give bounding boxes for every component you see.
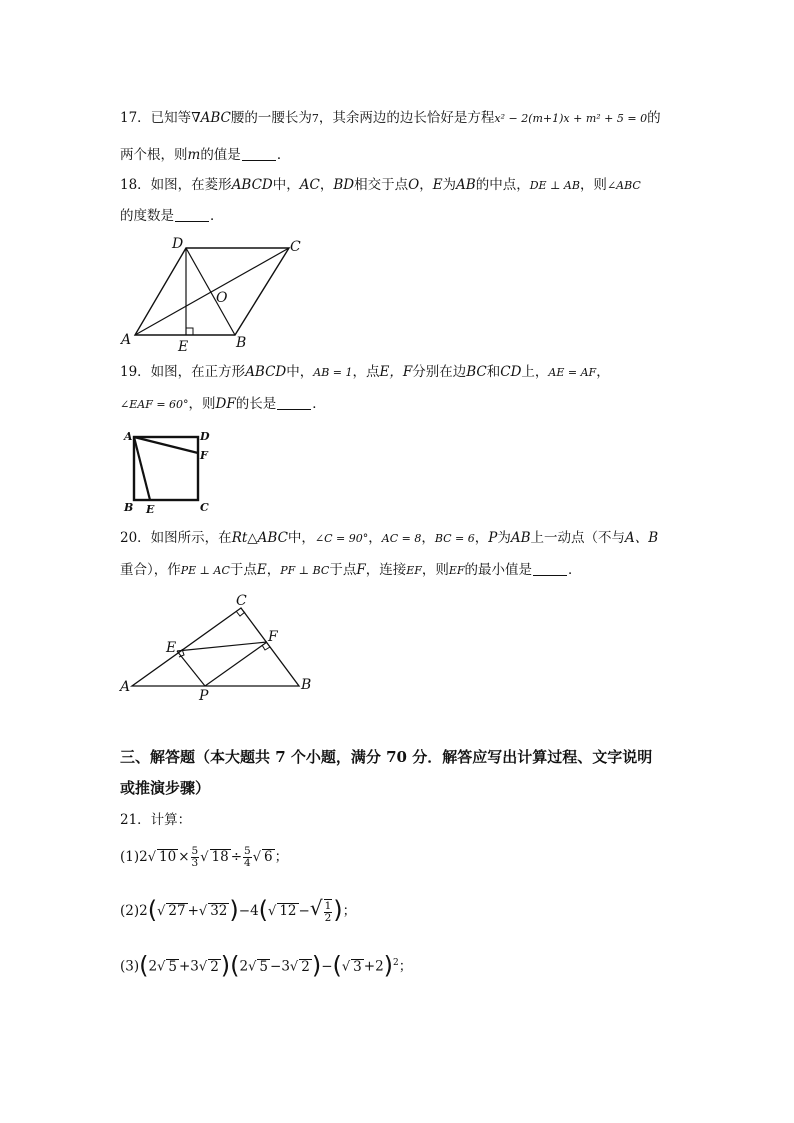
part-label: (3) — [120, 958, 140, 975]
label-a: A — [120, 679, 131, 695]
q18-ab: AB — [456, 177, 476, 193]
numerator: 1 — [324, 900, 332, 912]
fraction — [243, 846, 252, 869]
q20-text: ． — [568, 562, 582, 578]
q17-text: 两个根，则 — [120, 147, 188, 163]
sqrt-icon: √ — [248, 959, 257, 975]
q17-triangle: ∇ABC — [191, 110, 231, 126]
q20-ac8: AC = 8 — [381, 532, 422, 545]
sqrt-icon: √ — [341, 959, 351, 975]
coef: 2 — [375, 958, 384, 975]
operator: + — [178, 958, 191, 975]
fraction — [191, 846, 200, 869]
operator: − — [238, 903, 251, 919]
q18-text: ， — [419, 177, 433, 193]
radicand: 10 — [159, 849, 177, 865]
sqrt-icon: √ — [309, 896, 323, 920]
label-o: O — [216, 290, 228, 306]
q20-ab: AB — [510, 530, 531, 546]
coef: 3 — [190, 958, 199, 975]
denominator: 2 — [324, 912, 332, 924]
q20-text: 于点 — [329, 562, 357, 578]
label-a: A — [121, 332, 132, 348]
paren-open: ( — [139, 951, 149, 980]
operator: − — [321, 958, 333, 975]
q19-cd: CD — [500, 364, 522, 380]
q18-text: 的中点， — [475, 177, 530, 193]
part-label: (1) — [120, 849, 140, 865]
q18-text: 相交于点 — [354, 177, 409, 193]
paren-open: ( — [332, 951, 342, 980]
end-mark: ； — [398, 958, 413, 975]
paren-close: ) — [311, 951, 322, 980]
radicand: 18 — [211, 849, 229, 865]
q18-text: ，则 — [579, 177, 607, 193]
q19-text: ，则 — [188, 396, 216, 412]
q20-text: 上一动点（不与 — [530, 530, 626, 546]
end-mark: ； — [274, 849, 289, 865]
operator: ÷ — [230, 849, 242, 865]
paren-close: ) — [333, 896, 343, 924]
q18-o: O — [408, 177, 420, 193]
q20-text: ，连接 — [365, 562, 407, 578]
q20-f: F — [356, 562, 366, 578]
coef: 3 — [281, 958, 290, 975]
q20-pf: PF ⊥ BC — [280, 564, 330, 577]
q19-text: 中， — [286, 364, 314, 380]
q20-ef2: EF — [448, 564, 465, 577]
q18-ac: AC — [299, 177, 320, 193]
q20-rt: Rt△ABC — [231, 530, 288, 546]
q20-p: P — [488, 530, 498, 546]
radicand: 5 — [259, 958, 269, 975]
label-e: E — [178, 339, 189, 355]
label-c: C — [236, 593, 247, 609]
q17-equation: x² − 2(m+1)x + m² + 5 = 0 — [494, 112, 648, 125]
q20-text: ， — [266, 562, 281, 578]
label-p: P — [199, 688, 209, 704]
q18-text: 为 — [442, 177, 457, 193]
sqrt-icon: √ — [268, 904, 277, 919]
q19-text: ， — [596, 364, 610, 380]
denominator: 4 — [244, 857, 251, 869]
q19-bc: BC — [466, 364, 487, 380]
q20-e: E — [256, 562, 267, 578]
operator: + — [363, 958, 376, 975]
q19-text: 和 — [486, 364, 501, 380]
q20-text: 于点 — [229, 562, 257, 578]
fraction — [324, 899, 333, 924]
label-a: A — [124, 430, 133, 443]
label-d: D — [200, 430, 210, 443]
q20-text: 中， — [287, 530, 315, 546]
q19-angle: ∠EAF = 60° — [120, 398, 189, 411]
q20-text: 为 — [497, 530, 511, 546]
q20-angle-c: ∠C = 90° — [314, 532, 369, 545]
denominator: 3 — [191, 857, 199, 869]
sqrt-icon: √ — [157, 904, 166, 919]
q19-text: 的长是 — [235, 396, 277, 412]
q18-e: E — [432, 177, 443, 193]
paren-close: ) — [229, 896, 239, 924]
label-b: B — [301, 677, 312, 693]
end-mark: ； — [342, 903, 357, 919]
q17-text: 的 — [647, 110, 661, 126]
section-3-heading: 三、解答题（本大题共 7 个小题，满分 70 分．解答应写出计算过程、文字说明 — [120, 748, 653, 766]
q20-text: ，则 — [421, 562, 449, 578]
q18-text: 的度数是 — [120, 208, 174, 224]
exponent: 2 — [393, 958, 399, 968]
q19-text: 19．如图，在正方形 — [120, 364, 246, 380]
label-f: F — [268, 629, 278, 645]
q18-text: 中， — [272, 177, 300, 193]
q17-text: ． — [276, 147, 291, 163]
numerator: 5 — [191, 845, 199, 857]
coef: 2 — [139, 903, 148, 919]
radicand: 2 — [301, 958, 310, 975]
q21-part1 — [120, 843, 288, 872]
q18-text: ， — [319, 177, 334, 193]
label-e: E — [166, 640, 177, 656]
q20-ab2: A、B — [625, 530, 659, 546]
paren-close: ) — [383, 951, 394, 980]
coef: 2 — [139, 849, 148, 865]
q20-bc6: BC = 6 — [434, 532, 475, 545]
coef: 2 — [239, 958, 249, 975]
label-c: C — [200, 501, 209, 514]
q20-text: 重合），作 — [120, 562, 181, 578]
sqrt-icon: √ — [200, 850, 209, 865]
radicand: 6 — [263, 849, 273, 865]
q19-abcd: ABCD — [245, 364, 287, 380]
q17-m: m — [187, 147, 201, 163]
sqrt-icon: √ — [198, 959, 208, 975]
q21-part2 — [120, 892, 356, 928]
q20-text: 的最小值是 — [464, 562, 533, 578]
radicand: 5 — [168, 958, 177, 975]
q19-df: DF — [215, 396, 236, 412]
operator: − — [270, 958, 282, 975]
q17-text: 的值是 — [200, 147, 241, 163]
segment-pf — [205, 642, 267, 686]
radicand: 32 — [210, 903, 228, 919]
paren-open: ( — [147, 896, 158, 924]
radicand: 3 — [353, 958, 362, 975]
q20-ef: EF — [406, 564, 422, 577]
q18-abcd: ABCD — [231, 177, 273, 193]
q20-text: ， — [421, 530, 435, 546]
q17-text: 腰的一腰长为 — [230, 110, 312, 126]
q19-ab1: AB = 1 — [313, 366, 353, 379]
q21-part3 — [120, 948, 412, 983]
radicand: 12 — [279, 903, 297, 919]
q20-text: 20．如图所示，在 — [120, 530, 232, 546]
label-d: D — [172, 236, 184, 252]
q18-text: 18．如图，在菱形 — [120, 177, 232, 193]
label-c: C — [290, 239, 301, 255]
q18-text: ． — [210, 208, 224, 224]
operator: × — [178, 849, 190, 865]
numerator: 5 — [244, 845, 251, 857]
q19-ef: E，F — [379, 364, 413, 380]
label-b: B — [236, 335, 247, 351]
label-e: E — [146, 503, 155, 516]
paren-open: ( — [258, 896, 269, 924]
section-3-heading-cont: 或推演步骤） — [120, 779, 211, 797]
sqrt-icon: √ — [147, 850, 157, 865]
coef: 4 — [250, 903, 259, 919]
q18-angle: ∠ABC — [606, 179, 641, 192]
q18-perp: DE ⊥ AB — [529, 179, 580, 192]
sqrt-icon: √ — [289, 959, 299, 975]
sqrt-icon: √ — [157, 959, 166, 975]
radicand: 27 — [168, 903, 186, 919]
part-label: (2) — [120, 903, 140, 919]
q19-aeaf: AE = AF — [548, 366, 597, 379]
q19-text: ． — [312, 396, 326, 412]
q19-text: 上， — [521, 364, 549, 380]
sqrt-icon: √ — [198, 904, 208, 919]
q19-text: ，点 — [352, 364, 380, 380]
q17-seven: 7 — [311, 112, 319, 125]
q20-text: ， — [474, 530, 489, 546]
paren-close: ) — [220, 951, 231, 980]
q17-text: ，其余两边的边长恰好是方程 — [318, 110, 495, 126]
radicand: 2 — [210, 958, 219, 975]
label-f: F — [200, 449, 208, 462]
q21-title: 21．计算： — [120, 812, 192, 828]
paren-open: ( — [230, 951, 240, 980]
label-b: B — [124, 501, 134, 514]
operator: + — [187, 903, 199, 919]
q18-bd: BD — [333, 177, 355, 193]
operator: − — [298, 903, 310, 919]
sqrt-icon: √ — [252, 850, 261, 865]
q19-text: 分别在边 — [412, 364, 467, 380]
q20-pe: PE ⊥ AC — [180, 564, 230, 577]
coef: 2 — [148, 958, 158, 975]
q17-text: 17．已知等 — [120, 110, 192, 126]
q20-text: ， — [368, 530, 382, 546]
